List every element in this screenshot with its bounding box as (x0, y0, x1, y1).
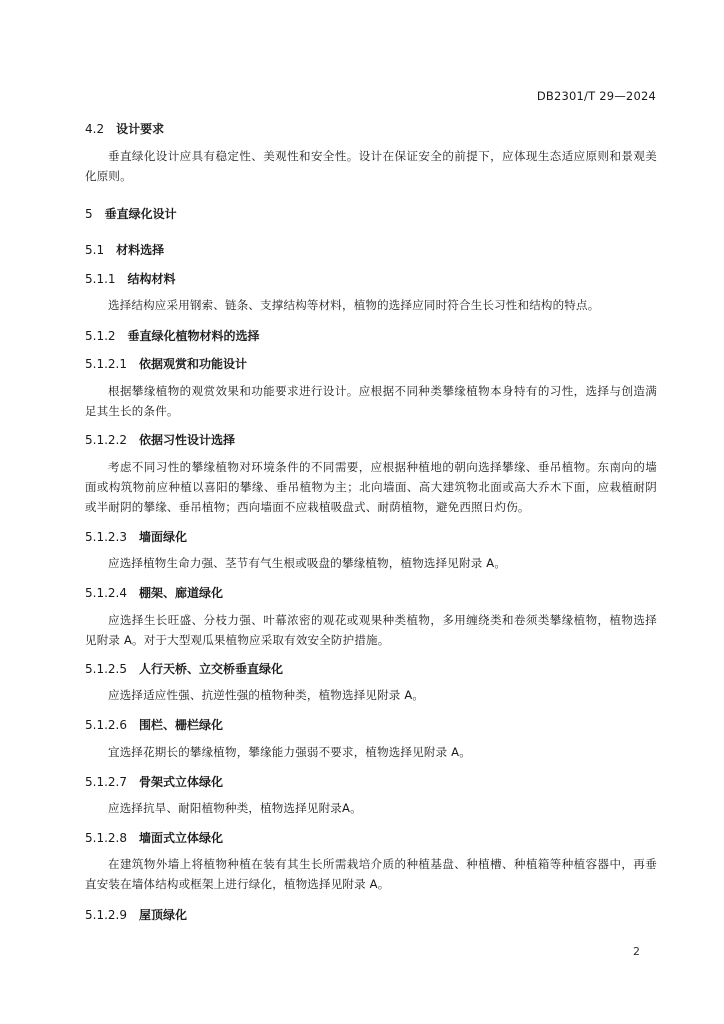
page-number: 2 (633, 945, 640, 958)
heading-number: 5.1.2.3 (85, 530, 127, 544)
paragraph: 应选择植物生命力强、茎节有气生根或吸盘的攀缘植物，植物选择见附录 A。 (108, 556, 507, 570)
heading-5-1-2-5 (85, 661, 657, 677)
heading-title: 结构材料 (127, 272, 176, 286)
heading-number: 5.1.2.4 (85, 586, 127, 600)
heading-number: 5.1.2.2 (85, 433, 127, 447)
paragraph: 垂直绿化设计应具有稳定性、美观性和安全性。设计在保证安全的前提下，应体现生态适应原则和景观美化原则。 (85, 149, 657, 183)
heading-5 (85, 206, 657, 222)
heading-5-1-1 (85, 271, 657, 287)
heading-4-2 (85, 121, 657, 137)
heading-title: 垂直绿化植物材料的选择 (127, 329, 260, 343)
paragraph: 应选择抗旱、耐阳植物种类，植物选择见附录A。 (108, 801, 362, 815)
heading-title: 骨架式立体绿化 (138, 775, 223, 789)
heading-title: 墙面绿化 (138, 530, 187, 544)
heading-5-1-2-4 (85, 585, 657, 601)
heading-title: 围栏、栅栏绿化 (138, 718, 223, 732)
heading-number: 5 (85, 207, 93, 221)
standard-code: DB2301/T 29—2024 (536, 89, 656, 103)
heading-5-1 (85, 242, 657, 258)
heading-5-1-2-2 (85, 432, 657, 448)
heading-5-1-2-3 (85, 529, 657, 545)
heading-title: 设计要求 (116, 122, 165, 136)
paragraph: 在建筑物外墙上将植物种植在装有其生长所需栽培介质的种植基盘、种植槽、种植箱等种植容器中，再垂直安装在墙体结构或框架上进行绿化，植物选择见附录 A。 (85, 857, 657, 891)
paragraph: 考虑不同习性的攀缘植物对环境条件的不同需要，应根据种植地的朝向选择攀缘、垂吊植物。东南向的墙面或构筑物前应种植以喜阳的攀缘、垂吊植物为主；北向墙面、高大建筑物北面或高大乔木下面，应栽植耐阴或半耐阴的攀缘、垂吊植物；西向墙面不应栽植吸盘式、耐荫植物，避免西照日灼伤。 (85, 460, 657, 514)
heading-5-1-2-1 (85, 356, 657, 372)
heading-title: 棚架、廊道绿化 (138, 586, 223, 600)
paragraph: 应选择适应性强、抗逆性强的植物种类，植物选择见附录 A。 (108, 688, 425, 702)
paragraph: 宜选择花期长的攀缘植物，攀缘能力强弱不要求，植物选择见附录 A。 (108, 745, 471, 759)
heading-title: 依据习性设计选择 (138, 433, 235, 447)
heading-5-1-2 (85, 328, 657, 344)
heading-5-1-2-7 (85, 774, 657, 790)
heading-number: 5.1 (85, 243, 105, 257)
heading-title: 依据观赏和功能设计 (138, 357, 247, 371)
heading-number: 5.1.2.7 (85, 775, 127, 789)
heading-title: 墙面式立体绿化 (138, 831, 223, 845)
heading-number: 5.1.2.6 (85, 718, 127, 732)
heading-number: 5.1.2.5 (85, 662, 127, 676)
heading-title: 垂直绿化设计 (104, 207, 177, 221)
paragraph: 应选择生长旺盛、分枝力强、叶幕浓密的观花或观果种类植物，多用缠绕类和卷须类攀缘植物，植物选择见附录 A。对于大型观瓜果植物应采取有效安全防护措施。 (85, 613, 657, 647)
heading-title: 人行天桥、立交桥垂直绿化 (138, 662, 283, 676)
heading-number: 5.1.2.8 (85, 831, 127, 845)
heading-5-1-2-6 (85, 717, 657, 733)
paragraph: 根据攀缘植物的观赏效果和功能要求进行设计。应根据不同种类攀缘植物本身特有的习性，选择与创造满足其生长的条件。 (85, 384, 657, 418)
heading-title: 材料选择 (116, 243, 165, 257)
heading-number: 5.1.2.9 (85, 908, 127, 922)
heading-number: 5.1.2 (85, 329, 116, 343)
heading-number: 5.1.1 (85, 272, 116, 286)
heading-title: 屋顶绿化 (138, 908, 187, 922)
paragraph: 选择结构应采用钢索、链条、支撑结构等材料，植物的选择应同时符合生长习性和结构的特点。 (108, 298, 600, 312)
heading-number: 5.1.2.1 (85, 357, 127, 371)
heading-5-1-2-9 (85, 907, 657, 923)
heading-5-1-2-8 (85, 830, 657, 846)
heading-number: 4.2 (85, 122, 105, 136)
